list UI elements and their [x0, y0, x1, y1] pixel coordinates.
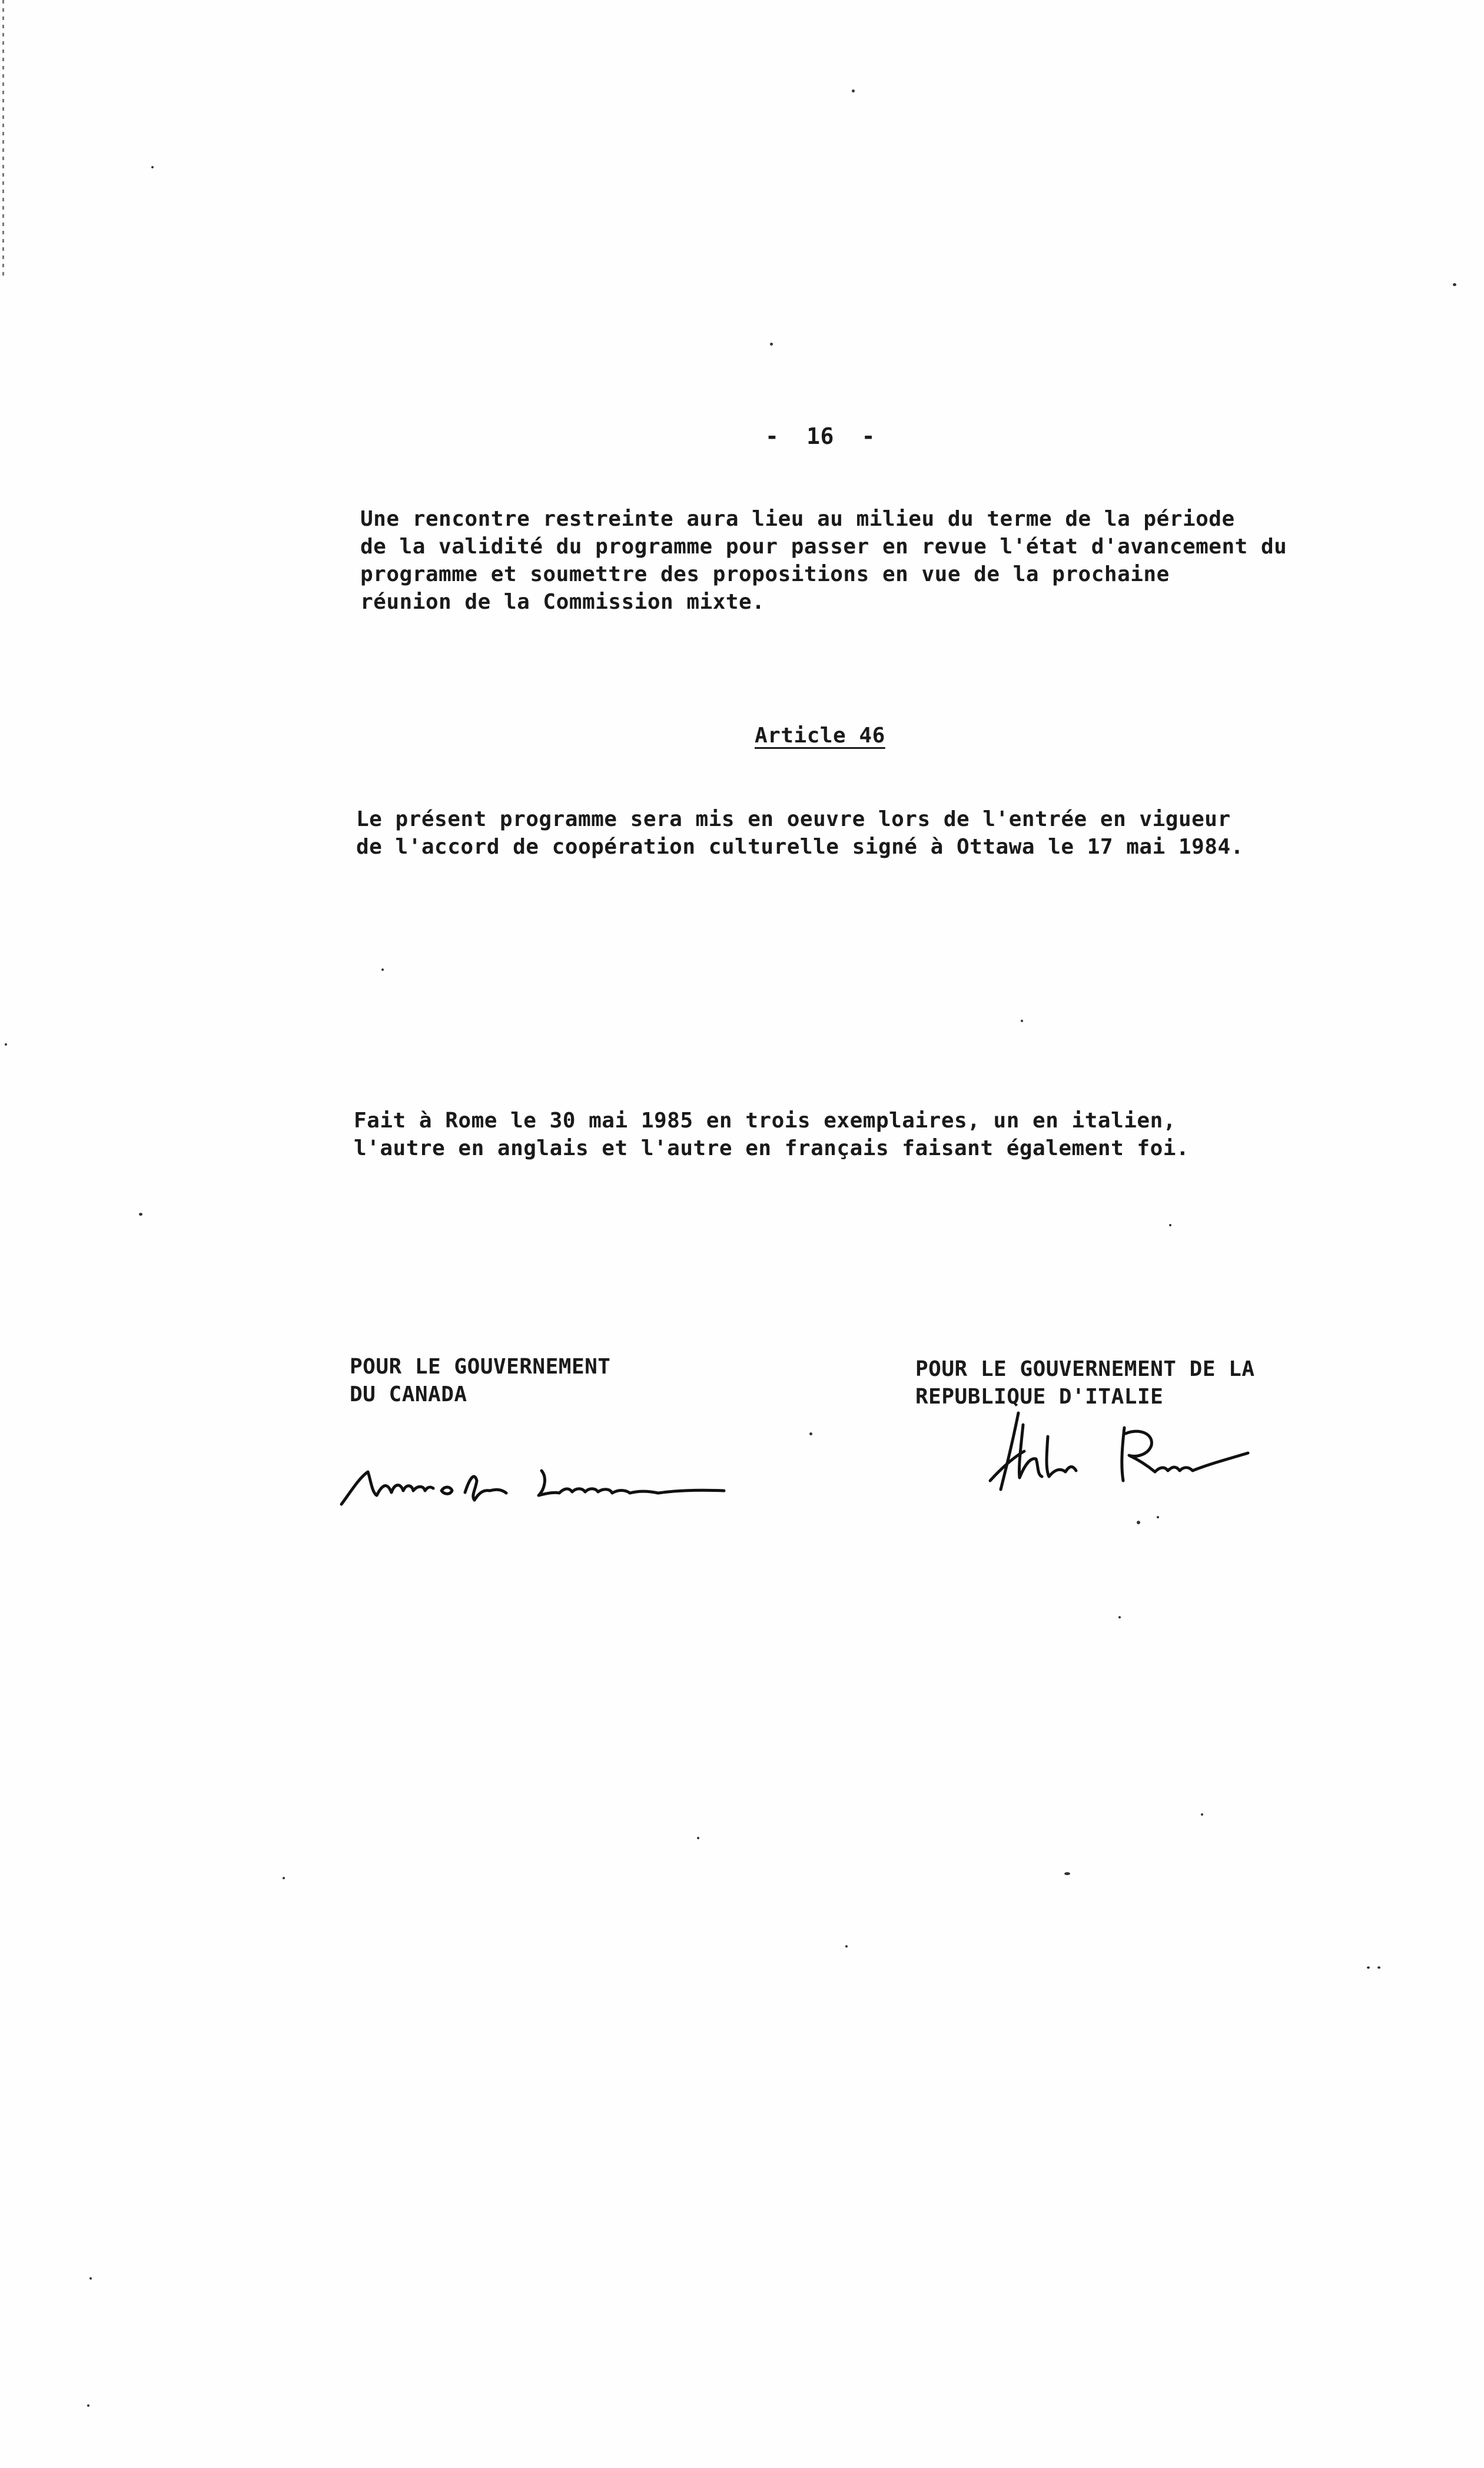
scan-speck	[5, 1043, 7, 1046]
scan-speck	[845, 1945, 848, 1948]
scan-speck	[381, 968, 384, 971]
paragraph-meeting: Une rencontre restreinte aura lieu au milieu du terme de la période de la validité du programme pour passer en revue l'état d'avancement du programme et soumettre des propositions en vue de la prochaine réunion de la Commission mixte.	[360, 507, 1287, 614]
scan-speck	[770, 343, 773, 346]
scan-speck	[852, 89, 855, 92]
scan-speck	[1453, 283, 1456, 286]
signatory-italy: POUR LE GOUVERNEMENT DE LA REPUBLIQUE D'ITALIE	[915, 1357, 1255, 1409]
scan-speck	[139, 1213, 142, 1216]
scan-speck	[1201, 1813, 1203, 1816]
scan-speck	[697, 1837, 699, 1839]
scan-speck	[1377, 1966, 1380, 1969]
scan-speck	[809, 1432, 812, 1435]
scan-edge-mark	[2, 0, 4, 277]
scan-speck	[1064, 1872, 1070, 1875]
scan-speck	[1021, 1020, 1023, 1022]
paragraph-implementation: Le présent programme sera mis en oeuvre lors de l'entrée en vigueur de l'accord de coopération culturelle signé à Ottawa le 17 mai 1984.	[356, 807, 1244, 859]
scan-speck	[87, 2404, 89, 2407]
scan-speck	[283, 1877, 285, 1879]
scan-speck	[151, 166, 154, 168]
signature-italy	[977, 1401, 1260, 1504]
signature-canada	[336, 1437, 748, 1521]
scan-speck	[1367, 1966, 1370, 1969]
scan-speck	[89, 2277, 92, 2280]
page-number: - 16 -	[765, 423, 876, 449]
signatory-canada: POUR LE GOUVERNEMENT DU CANADA	[350, 1355, 611, 1407]
scan-speck	[1169, 1224, 1171, 1226]
scan-speck	[1118, 1616, 1121, 1618]
article-heading: Article 46	[755, 724, 885, 748]
scan-speck	[1137, 1521, 1140, 1524]
paragraph-done-at: Fait à Rome le 30 mai 1985 en trois exemplaires, un en italien, l'autre en anglais et l'autre en français faisant également foi.	[354, 1109, 1190, 1160]
scan-speck	[1157, 1516, 1159, 1518]
